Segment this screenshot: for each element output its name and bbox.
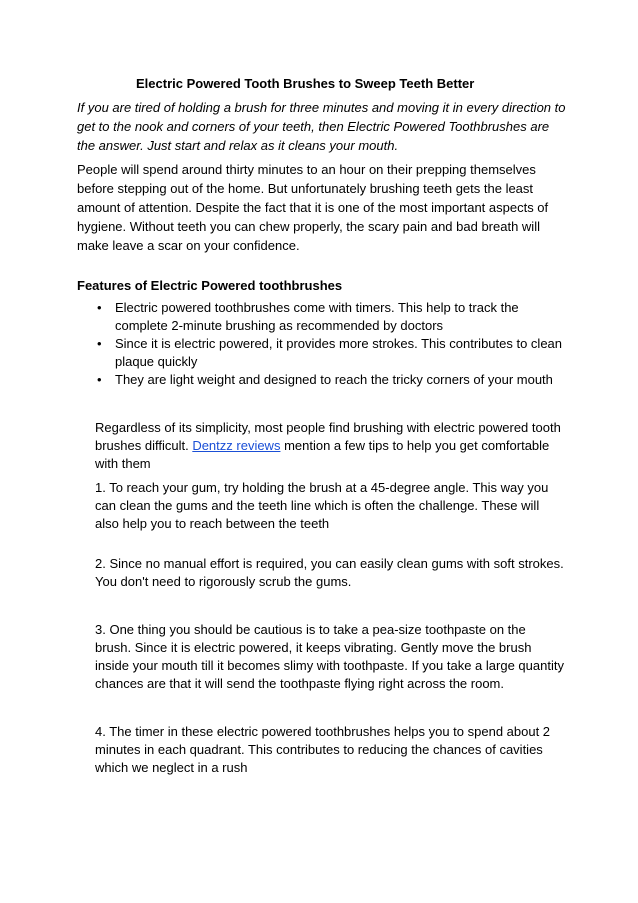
tip-line: which we neglect in a rush	[95, 760, 248, 775]
tip-line: can clean the gums and the teeth line which is often the challenge. These will	[95, 498, 540, 513]
tip-line: minutes in each quadrant. This contributes to reducing the chances of cavities	[95, 742, 543, 757]
bullet-marker: •	[97, 300, 102, 315]
tip-line: 2. Since no manual effort is required, you can easily clean gums with soft strokes.	[95, 556, 564, 571]
tip-line: 1. To reach your gum, try holding the brush at a 45-degree angle. This way you	[95, 480, 549, 495]
body-line: make leave a scar on your confidence.	[77, 238, 300, 253]
bullet-line: complete 2-minute brushing as recommended by doctors	[115, 318, 444, 333]
regardless-text: brushes difficult.	[95, 438, 193, 453]
tip-line: also help you to reach between the teeth	[95, 516, 330, 531]
bullet-marker: •	[97, 336, 102, 351]
regardless-line: Regardless of its simplicity, most people find brushing with electric powered tooth	[95, 420, 561, 435]
intro-line: If you are tired of holding a brush for three minutes and moving it in every direction to	[77, 100, 566, 115]
regardless-line: with them	[95, 456, 151, 471]
bullet-line: Since it is electric powered, it provides more strokes. This contributes to clean	[115, 336, 563, 351]
dentzz-reviews-link[interactable]: Dentzz reviews	[192, 438, 281, 453]
regardless-line	[95, 437, 549, 455]
bullet-line: They are light weight and designed to reach the tricky corners of your mouth	[115, 372, 553, 387]
tip-line: brush. Since it is electric powered, it keeps vibrating. Gently move the brush	[95, 640, 532, 655]
tip-line: 4. The timer in these electric powered toothbrushes helps you to spend about 2	[95, 724, 551, 739]
body-line: People will spend around thirty minutes to an hour on their prepping themselves	[77, 162, 536, 177]
body-line: before stepping out of the home. But unfortunately brushing teeth gets the least	[77, 181, 534, 196]
tip-line: You don't need to rigorously scrub the gums.	[95, 574, 352, 589]
features-heading: Features of Electric Powered toothbrushes	[77, 278, 343, 293]
bullet-line: plaque quickly	[115, 354, 198, 369]
regardless-text: mention a few tips to help you get comfortable	[280, 438, 550, 453]
tip-line: 3. One thing you should be cautious is to take a pea-size toothpaste on the	[95, 622, 526, 637]
tip-line: inside your mouth till it becomes slimy with toothpaste. If you take a large quantity	[95, 658, 564, 673]
bullet-line: Electric powered toothbrushes come with timers. This help to track the	[115, 300, 519, 315]
body-line: hygiene. Without teeth you can chew properly, the scary pain and bad breath will	[77, 219, 540, 234]
intro-line: the answer. Just start and relax as it cleans your mouth.	[77, 138, 399, 153]
tip-line: chances are that it will send the toothpaste flying right across the room.	[95, 676, 504, 691]
document-title: Electric Powered Tooth Brushes to Sweep Teeth Better	[136, 76, 475, 91]
body-line: amount of attention. Despite the fact that it is one of the most important aspects of	[77, 200, 549, 215]
intro-line: get to the nook and corners of your teeth, then Electric Powered Toothbrushes are	[77, 119, 550, 134]
bullet-marker: •	[97, 372, 102, 387]
